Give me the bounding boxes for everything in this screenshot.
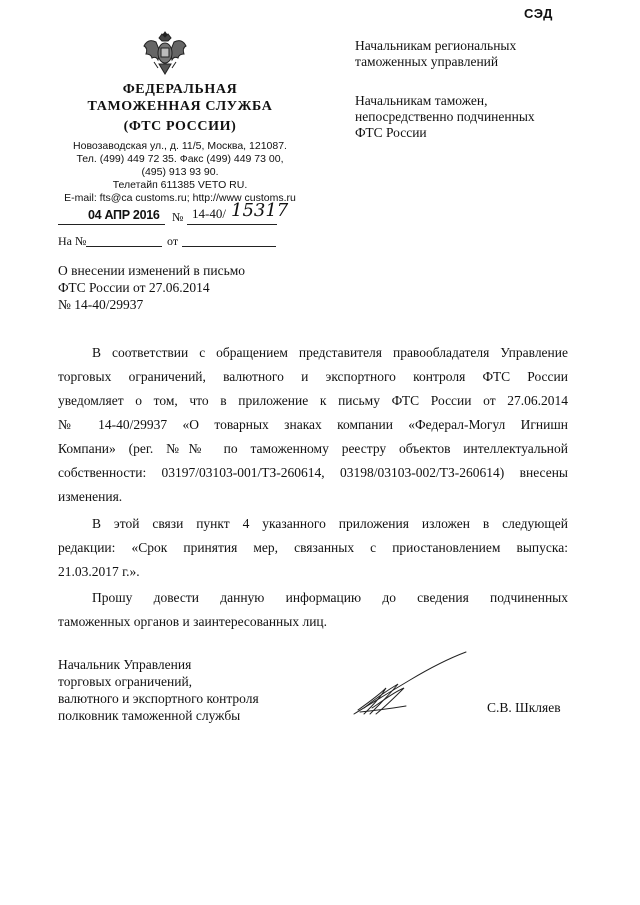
number-underline [187, 224, 277, 225]
body-paragraph-line: уведомляет о том, что в приложение к письму ФТС России от 27.06.2014 [58, 393, 568, 408]
body-paragraph-line: таможенных органов и заинтересованных лиц. [58, 614, 328, 629]
body-paragraph-line: изменения. [58, 489, 123, 504]
body-paragraph-line: № 14-40/29937 «О товарных знаках компании «Федерал-Могул Игнишн [58, 417, 568, 432]
signatory-position-line: Начальник Управления [58, 657, 192, 672]
signatory-position-line: торговых ограничений, [58, 674, 193, 689]
recipient-line: таможенных управлений [355, 54, 499, 69]
body-paragraph-line: собственности: 03197/03103-001/ТЗ-260614, 03198/03103-002/ТЗ-260614) внесены [58, 465, 568, 480]
reference-number-blank [86, 246, 162, 247]
org-address: Новозаводская ул., д. 11/5, Москва, 121087. [73, 140, 287, 152]
org-name-line2: ТАМОЖЕННАЯ СЛУЖБА [87, 99, 273, 114]
registration-number: 14-40/ [192, 206, 226, 221]
reference-date-blank [182, 246, 276, 247]
subject-line: ФТС России от 27.06.2014 [58, 280, 210, 295]
coat-of-arms-emblem [142, 28, 188, 76]
signatory-position-line: полковник таможенной службы [58, 708, 241, 723]
body-paragraph-line: торговых ограничений, валютного и экспортного контроля ФТС России [58, 369, 568, 384]
signatory-position-line: валютного и экспортного контроля [58, 691, 259, 706]
recipient-line: ФТС России [355, 125, 427, 140]
org-teletype: Телетайп 611385 VETO RU. [112, 179, 248, 191]
recipient-line: непосредственно подчиненных [355, 109, 535, 124]
recipient-line: Начальникам региональных [355, 38, 517, 53]
date-stamp: 04 АПР 2016 [88, 208, 160, 222]
signatory-name: С.В. Шкляев [487, 700, 561, 715]
org-email: E-mail: fts@ca customs.ru; http://www customs.ru [64, 192, 296, 204]
body-paragraph-line: редакции: «Срок принятия мер, связанных с приостановлением выпуска: [58, 540, 568, 555]
reference-date-label: от [167, 234, 179, 248]
subject-line: № 14-40/29937 [58, 297, 144, 312]
org-short-name: (ФТС РОССИИ) [123, 119, 237, 134]
recipient-line: Начальникам таможен, [355, 93, 488, 108]
document-marking: СЭД [524, 6, 553, 21]
registration-number-handwritten: 15317 [231, 200, 289, 221]
number-label: № [172, 210, 184, 224]
body-paragraph-line: Компани» (рег. №№ по таможенному реестру объектов интеллектуальной [58, 441, 568, 456]
body-paragraph-line: Прошу довести данную информацию до сведения подчиненных [92, 590, 568, 605]
body-paragraph-line: В этой связи пункт 4 указанного приложения изложен в следующей [92, 516, 568, 531]
subject-line: О внесении изменений в письмо [58, 263, 246, 278]
org-name-line1: ФЕДЕРАЛЬНАЯ [122, 82, 238, 97]
body-paragraph-line: 21.03.2017 г.». [58, 564, 140, 579]
org-phone: Тел. (499) 449 72 35. Факс (499) 449 73 00, [76, 153, 284, 165]
org-phone-extra: (495) 913 93 90. [141, 166, 219, 178]
handwritten-signature [350, 648, 470, 720]
date-underline [58, 224, 165, 225]
reference-number-label: На № [58, 234, 87, 248]
body-paragraph-line: В соответствии с обращением представителя правообладателя Управление [92, 345, 568, 360]
